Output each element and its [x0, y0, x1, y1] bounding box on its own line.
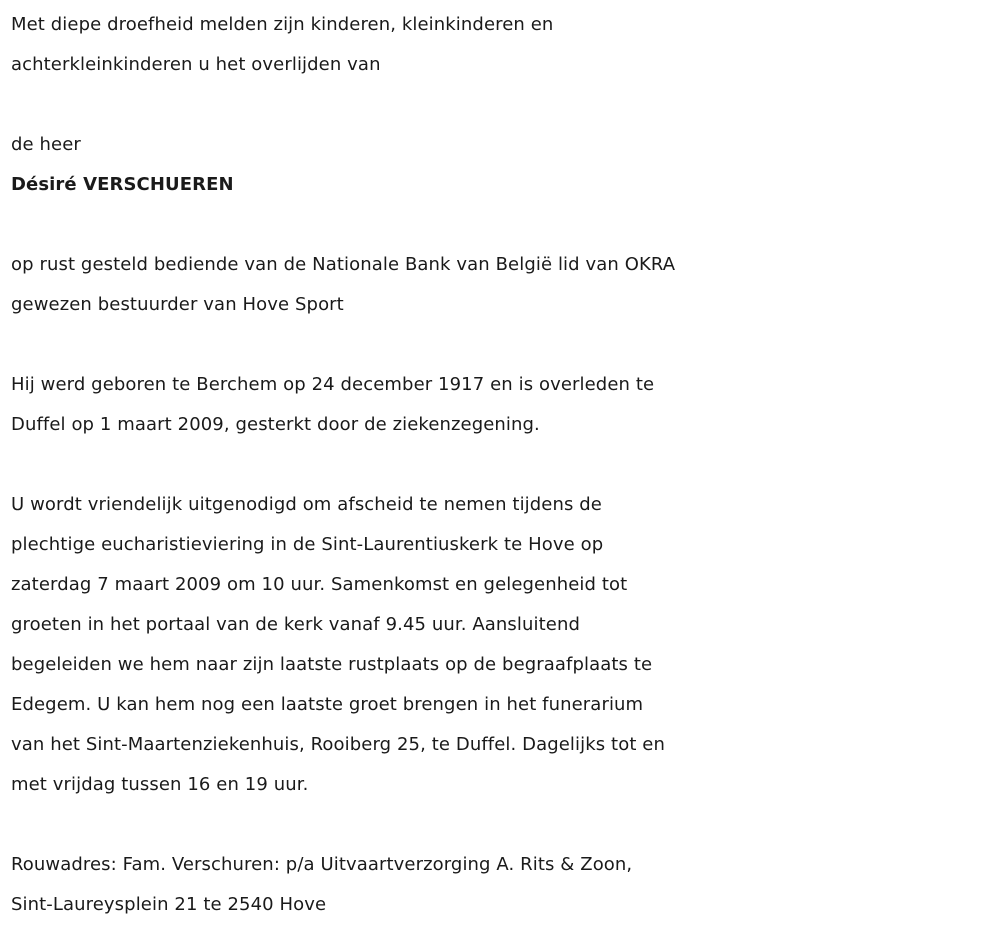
ceremony-line-3: zaterdag 7 maart 2009 om 10 uur. Samenkomst en gelegenheid tot	[11, 574, 628, 595]
spacer	[11, 445, 991, 485]
birth-death-line-1: Hij werd geboren te Berchem op 24 december 1917 en is overleden te	[11, 374, 655, 395]
ceremony-line-1: U wordt vriendelijk uitgenodigd om afscheid te nemen tijdens de	[11, 494, 602, 515]
occupation-line-1: op rust gesteld bediende van de Nationale Bank van België lid van OKRA	[11, 254, 676, 275]
spacer	[11, 805, 991, 845]
intro-line-1: Met diepe droefheid melden zijn kinderen, kleinkinderen en	[11, 14, 554, 35]
ceremony-line-4: groeten in het portaal van de kerk vanaf 9.45 uur. Aansluitend	[11, 614, 580, 635]
ceremony-line-8: met vrijdag tussen 16 en 19 uur.	[11, 774, 309, 795]
ceremony-line-6: Edegem. U kan hem nog een laatste groet brengen in het funerarium	[11, 694, 644, 715]
spacer	[11, 85, 991, 125]
address-line-1: Rouwadres: Fam. Verschuren: p/a Uitvaartverzorging A. Rits & Zoon,	[11, 854, 633, 875]
ceremony-line-7: van het Sint-Maartenziekenhuis, Rooiberg 25, te Duffel. Dagelijks tot en	[11, 734, 665, 755]
spacer	[11, 325, 991, 365]
ceremony-line-5: begeleiden we hem naar zijn laatste rustplaats op de begraafplaats te	[11, 654, 653, 675]
obituary-notice	[11, 5, 991, 925]
birth-death-line-2: Duffel op 1 maart 2009, gesterkt door de ziekenzegening.	[11, 414, 540, 435]
deceased-name: Désiré VERSCHUEREN	[11, 174, 234, 195]
occupation-line-2: gewezen bestuurder van Hove Sport	[11, 294, 344, 315]
honorific: de heer	[11, 134, 81, 155]
ceremony-line-2: plechtige eucharistieviering in de Sint-Laurentiuskerk te Hove op	[11, 534, 604, 555]
spacer	[11, 205, 991, 245]
address-line-2: Sint-Laureysplein 21 te 2540 Hove	[11, 894, 327, 915]
intro-line-2: achterkleinkinderen u het overlijden van	[11, 54, 381, 75]
